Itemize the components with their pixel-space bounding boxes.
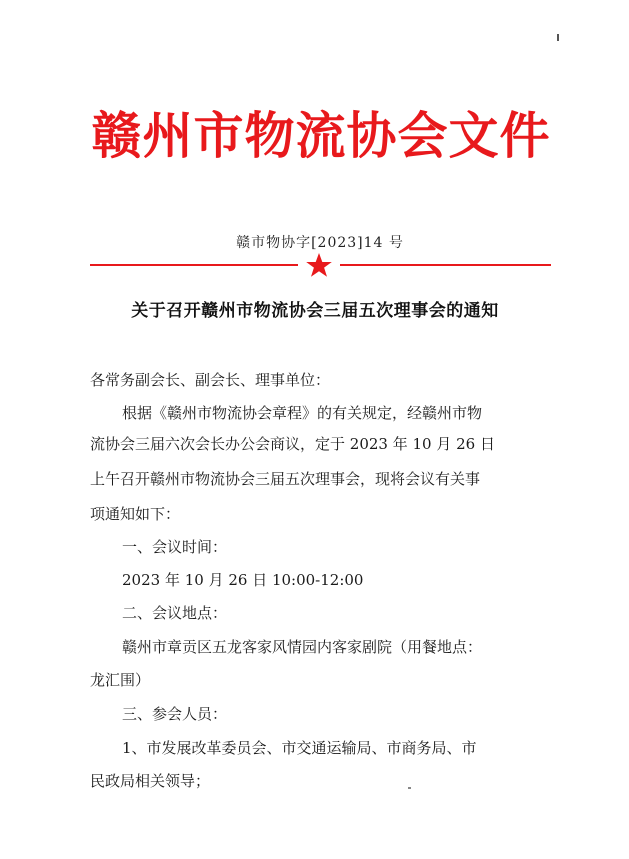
paragraph-line: 项通知如下：	[90, 505, 181, 523]
document-number: 赣市物协字[2023]14 号	[236, 235, 404, 251]
section-heading-attendees: 三、参会人员：	[122, 705, 228, 723]
meeting-location-line: 龙汇围）	[90, 671, 151, 689]
meeting-location-line: 赣州市章贡区五龙客家风情园内客家剧院（用餐地点：	[122, 638, 483, 656]
red-divider-left	[90, 264, 298, 266]
salutation: 各常务副会长、副会长、理事单位：	[90, 371, 331, 389]
meeting-time-value: 2023 年 10 月 26 日 10:00-12:00	[122, 571, 364, 589]
paragraph-line: 根据《赣州市物流协会章程》的有关规定，经赣州市物	[122, 404, 483, 422]
section-heading-location: 二、会议地点：	[122, 604, 228, 622]
attendee-item-line: 民政局相关领导；	[90, 772, 211, 790]
red-divider-right	[340, 264, 551, 266]
scan-mark	[557, 34, 559, 41]
masthead-title: 赣州市物流协会文件	[91, 106, 551, 165]
scan-speck	[408, 787, 411, 789]
paragraph-line: 流协会三届六次会长办公会商议，定于 2023 年 10 月 26 日	[90, 435, 495, 453]
attendee-item-line: 1、市发展改革委员会、市交通运输局、市商务局、市	[122, 739, 477, 757]
paragraph-line: 上午召开赣州市物流协会三届五次理事会，现将会议有关事	[90, 470, 481, 488]
notice-title: 关于召开赣州市物流协会三届五次理事会的通知	[131, 301, 499, 321]
section-heading-time: 一、会议时间：	[122, 538, 228, 556]
star-icon	[305, 252, 333, 278]
